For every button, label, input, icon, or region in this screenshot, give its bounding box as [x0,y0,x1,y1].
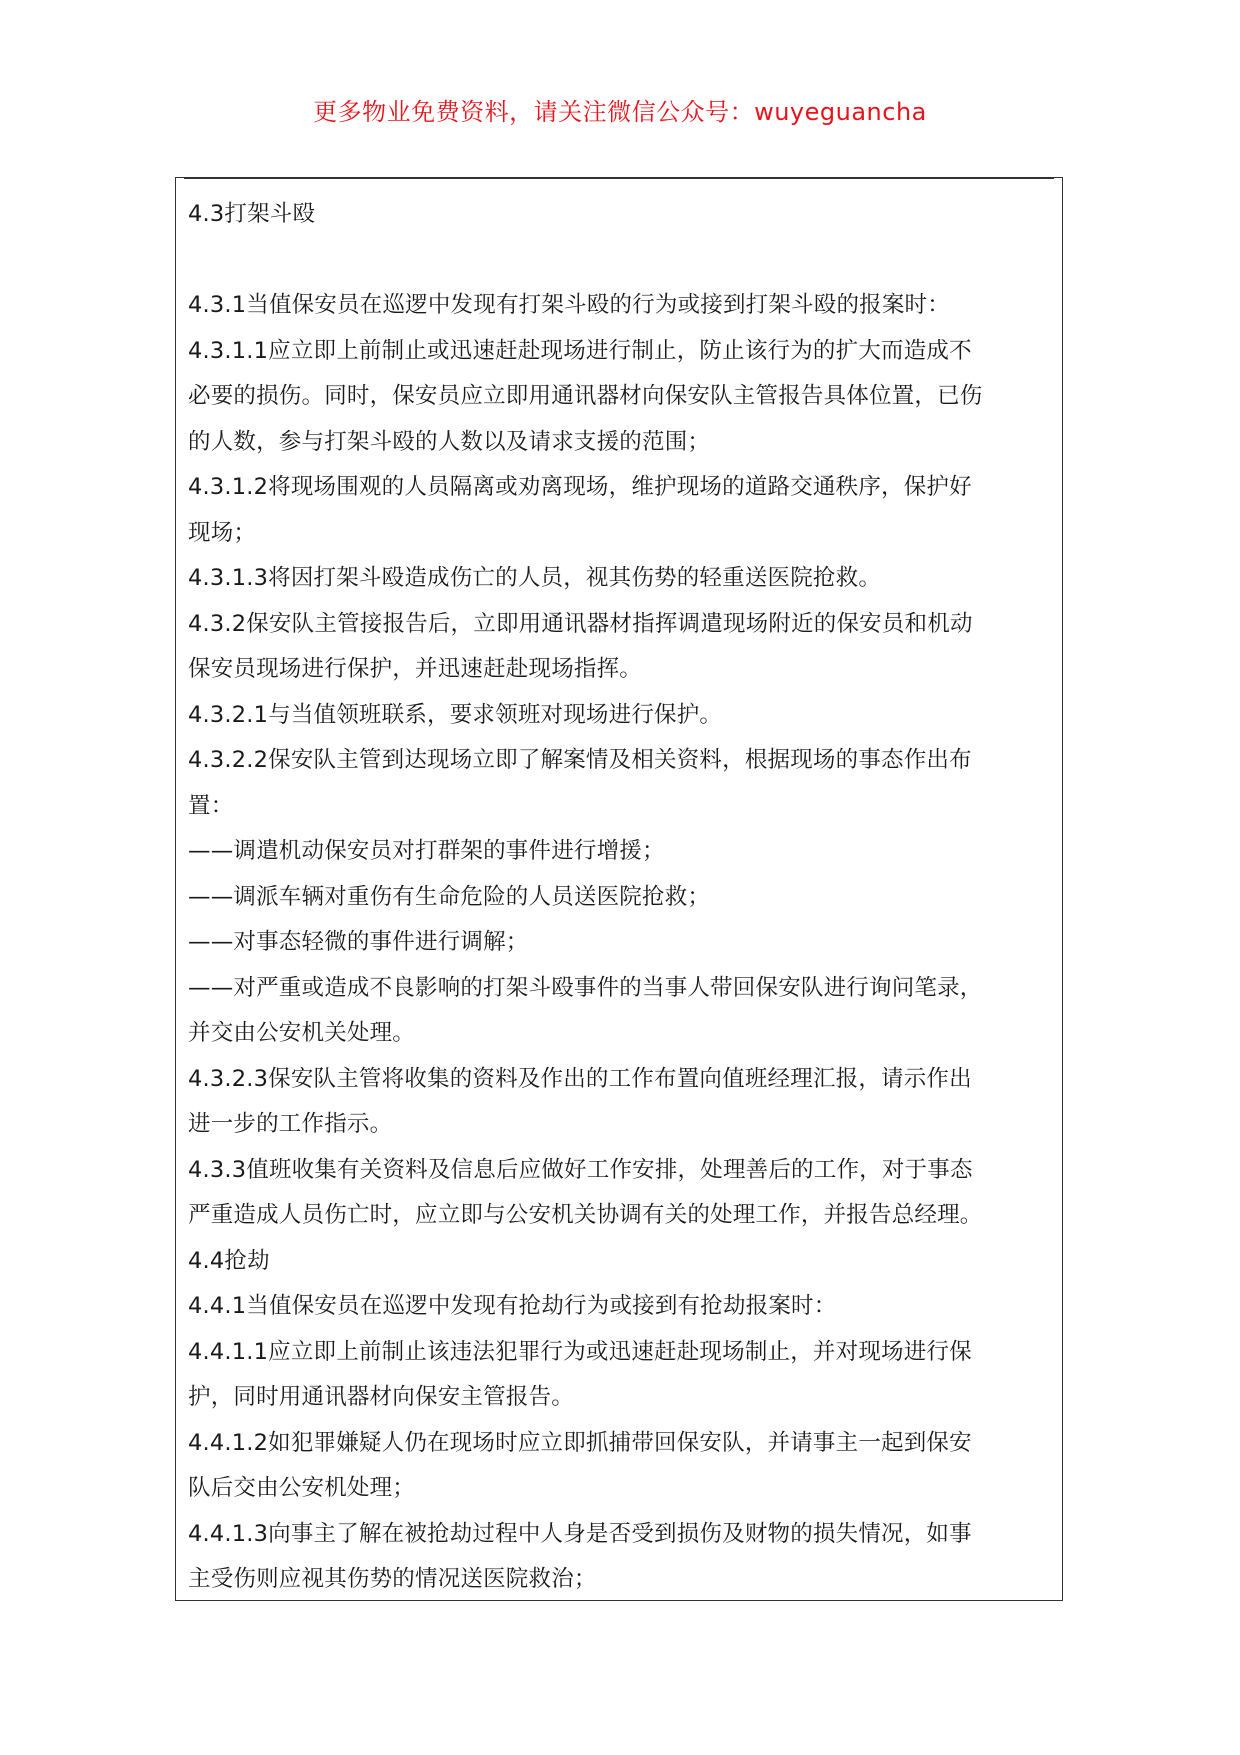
paragraph-line: 4.3.2保安队主管接报告后，立即用通讯器材指挥调遣现场附近的保安员和机动 [188,610,973,637]
paragraph-line: 严重造成人员伤亡时，应立即与公安机关协调有关的处理工作，并报告总经理。 [188,1202,983,1228]
paragraph-line: 4.3.1.2将现场围观的人员隔离或劝离现场，维护现场的道路交通秩序，保护好 [188,474,972,500]
paragraph-line: 现场； [188,519,257,546]
paragraph-line: 的人数，参与打架斗殴的人数以及请求支援的范围； [188,428,711,455]
paragraph-line: 4.3.2.2保安队主管到达现场立即了解案情及相关资料，根据现场的事态作出布 [188,747,972,773]
paragraph-line: 必要的损伤。同时，保安员应立即用通讯器材向保安队主管报告具体位置，已伤 [188,383,983,409]
document-box [175,177,1063,1601]
top-rule-divider [184,178,1054,179]
blank-line [188,238,1052,284]
list-item: ——对严重或造成不良影响的打架斗殴事件的当事人带回保安队进行询问笔录， [188,974,983,1001]
paragraph-line: 4.4.1.2如犯罪嫌疑人仍在现场时应立即抓捕带回保安队，并请事主一起到保安 [188,1429,972,1456]
list-item: ——调派车辆对重伤有生命危险的人员送医院抢救； [188,883,711,910]
section-heading: 4.3打架斗殴 [188,201,316,227]
section-heading: 4.4抢劫 [188,1247,270,1274]
document-content [188,192,1052,1603]
paragraph-line: 4.3.1当值保安员在巡逻中发现有打架斗殴的行为或接到打架斗殴的报案时： [188,292,950,318]
list-item: ——对事态轻微的事件进行调解； [188,929,529,955]
paragraph-line: 4.3.1.3将因打架斗殴造成伤亡的人员，视其伤势的轻重送医院抢救。 [188,565,882,591]
paragraph-line: 4.4.1.1应立即上前制止该违法犯罪行为或迅速赶赴现场制止，并对现场进行保 [188,1338,972,1365]
paragraph-line: 4.3.2.3保安队主管将收集的资料及作出的工作布置向值班经理汇报，请示作出 [188,1065,972,1092]
paragraph-line: 并交由公安机关处理。 [188,1020,416,1046]
list-item: ——调遣机动保安员对打群架的事件进行增援； [188,838,665,864]
paragraph-line: 主受伤则应视其伤势的情况送医院救治； [188,1566,597,1592]
paragraph-line: 4.3.2.1与当值领班联系，要求领班对现场进行保护。 [188,701,723,728]
header-banner: 更多物业免费资料，请关注微信公众号：wuyeguancha [313,98,927,126]
paragraph-line: 保安员现场进行保护，并迅速赶赴现场指挥。 [188,656,643,682]
paragraph-line: 4.3.1.1应立即上前制止或迅速赶赴现场进行制止，防止该行为的扩大而造成不 [188,337,972,364]
paragraph-line: 进一步的工作指示。 [188,1111,393,1137]
paragraph-line: 4.3.3值班收集有关资料及信息后应做好工作安排，处理善后的工作，对于事态 [188,1156,973,1183]
paragraph-line: 护，同时用通讯器材向保安主管报告。 [188,1384,574,1410]
paragraph-line: 置： [188,792,234,819]
paragraph-line: 队后交由公安机处理； [188,1475,416,1501]
paragraph-line: 4.4.1当值保安员在巡逻中发现有抢劫行为或接到有抢劫报案时： [188,1293,837,1319]
paragraph-line: 4.4.1.3向事主了解在被抢劫过程中人身是否受到损伤及财物的损失情况，如事 [188,1520,972,1547]
